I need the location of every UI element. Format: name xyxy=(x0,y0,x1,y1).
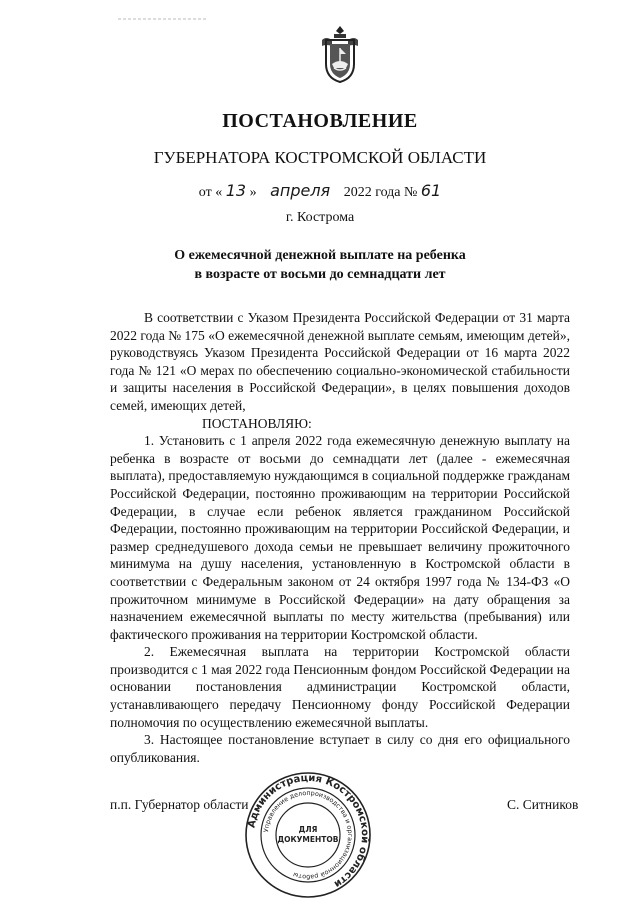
date-day-handwritten: 13 xyxy=(225,181,247,200)
document-date-line xyxy=(0,181,640,201)
signature-name: С. Ситников xyxy=(507,797,579,812)
document-issuer: ГУБЕРНАТОРА КОСТРОМСКОЙ ОБЛАСТИ xyxy=(153,148,487,167)
document-title: ПОСТАНОВЛЕНИЕ xyxy=(222,110,418,132)
document-body xyxy=(110,309,570,766)
document-city: г. Кострома xyxy=(285,210,355,225)
heading-line-1: О ежемесячной денежной выплате на ребенка xyxy=(174,248,466,263)
document-number-handwritten: 61 xyxy=(420,181,442,200)
signature-position: п.п. Губернатор области xyxy=(110,797,249,812)
coat-of-arms-icon xyxy=(316,24,364,84)
date-year: 2022 года № xyxy=(343,185,418,200)
paragraph-item-3: 3. Настоящее постановление вступает в силу со дня его официального опубликования. xyxy=(110,732,570,765)
paragraph-item-2: 2. Ежемесячная выплата на территории Костромской области производится с 1 мая 2022 года Пенсионным фондом Российской Федерации на основании постановления администрации Костромской области, устанавливающего передачу Пенсионному фонду Российской Федерации полномочия по осуществлению ежемесячной выплаты. xyxy=(110,644,570,730)
official-stamp-seal xyxy=(243,770,373,900)
paragraph-preamble: В соответствии с Указом Президента Российской Федерации от 31 марта 2022 года № 175 «О ежемесячной денежной выплате семьям, имеющим детей», руководствуясь Указом Президента Российской Федерации от 16 марта 2022 года № 121 «О мерах по обеспечению социально-экономической стабильности и защиты населения в Российской Федерации», в целях повышения доходов семей, имеющих детей, xyxy=(110,310,570,413)
date-month-handwritten: апреля xyxy=(270,181,331,200)
heading-line-2: в возрасте от восьми до семнадцати лет xyxy=(194,267,446,282)
date-mid: » xyxy=(249,185,257,200)
scan-artifact xyxy=(118,16,208,22)
stamp-center-line-2: ДОКУМЕНТОВ xyxy=(277,835,339,844)
paragraph-decree-word: ПОСТАНОВЛЯЮ: xyxy=(202,415,312,431)
paragraph-item-1: 1. Установить с 1 апреля 2022 года ежемесячную денежную выплату на ребенка в возрасте от восьми до семнадцати лет (далее - ежемесячная выплата), предоставляемую нуждающимся в социальной поддержке гражданам Российской Федерации, постоянно проживающим на территории Российской Федерации, в случае если ребенок является гражданином Российской Федерации, постоянно проживающим на территории Российской Федерации, и размер среднедушевого дохода семьи не превышает величину прожиточного минимума на душу населения, установленную в Костромской области в соответствии с Федеральным законом от 24 октября 1997 года № 134-ФЗ «О прожиточном минимуме в Российской Федерации» на дату обращения за назначением ежемесячной выплаты по месту жительства (пребывания) или фактического проживания на территории Костромской области. xyxy=(110,433,570,642)
date-prefix: от « xyxy=(198,185,223,200)
stamp-inner-text: Управление делопроизводства и организационной работы xyxy=(262,788,355,882)
document-heading xyxy=(0,246,640,284)
stamp-outer-text: Администрация Костромской области xyxy=(246,772,371,890)
stamp-center-line-1: ДЛЯ xyxy=(298,825,318,834)
